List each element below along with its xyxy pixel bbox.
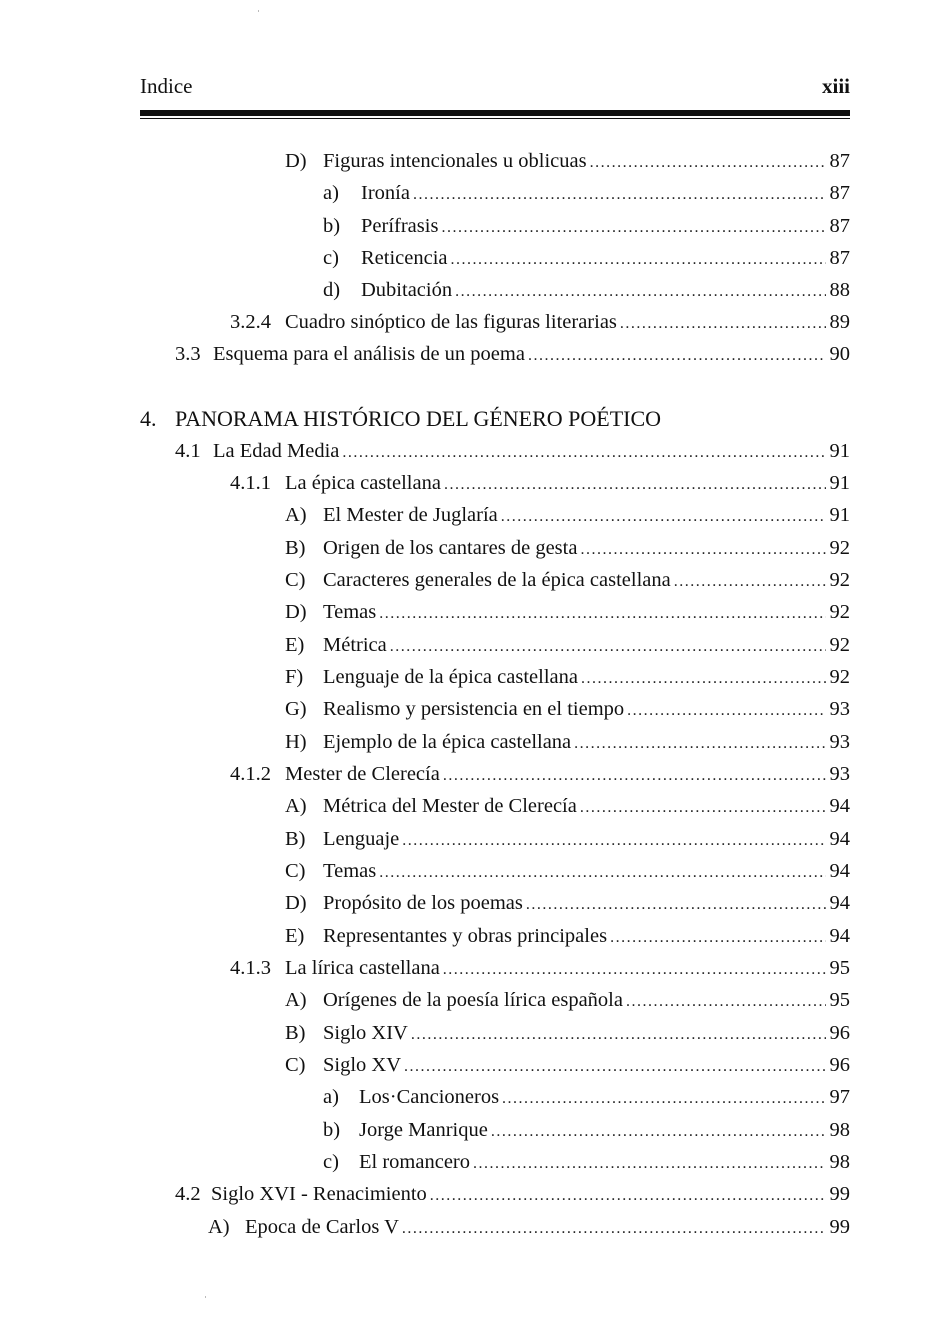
toc-entry-title: Orígenes de la poesía lírica española — [323, 989, 623, 1011]
toc-entry-title: Temas — [323, 860, 377, 882]
toc-entry-page: 97 — [829, 1086, 850, 1108]
toc-entry-page: 99 — [829, 1216, 850, 1238]
toc-entry-title: Jorge Manrique — [359, 1119, 488, 1141]
toc-entry — [285, 892, 850, 922]
toc-entry-title: Figuras intencionales u oblicuas — [323, 150, 587, 172]
toc-entry — [323, 182, 850, 212]
toc-entry-title: Siglo XV — [323, 1054, 402, 1076]
toc-entry-page: 87 — [829, 215, 850, 237]
toc-entry-number: A) — [285, 795, 307, 817]
dot-leader — [627, 702, 825, 720]
toc-entry-number: A) — [208, 1216, 230, 1238]
dot-leader — [581, 670, 826, 688]
dot-leader — [580, 541, 825, 559]
dot-leader — [379, 605, 825, 623]
toc-entry-page: 88 — [829, 279, 850, 301]
dot-leader — [528, 347, 826, 365]
toc-entry — [323, 1086, 850, 1116]
toc-entry-title: El Mester de Juglaría — [323, 504, 498, 526]
toc-entry-title: Cuadro sinóptico de las figuras literarias — [285, 311, 617, 333]
toc-entry-page: 94 — [829, 925, 850, 947]
toc-entry-title: La épica castellana — [285, 472, 441, 494]
toc-entry-number: 4.1.3 — [230, 957, 271, 979]
dot-leader — [443, 767, 826, 785]
toc-entry-page: 94 — [829, 795, 850, 817]
toc-entry-number: b) — [323, 215, 341, 237]
toc-entry-page: 90 — [829, 343, 850, 365]
dot-leader — [444, 476, 826, 494]
toc-entry-number: B) — [285, 828, 306, 850]
toc-entry — [285, 601, 850, 631]
toc-entry — [323, 1119, 850, 1149]
toc-entry-number: D) — [285, 892, 307, 914]
toc-entry-number: B) — [285, 537, 306, 559]
scan-speck — [258, 10, 259, 12]
running-title: Indice — [140, 74, 193, 98]
dot-leader — [413, 186, 826, 204]
dot-leader — [620, 315, 826, 333]
toc-entry-number: A) — [285, 504, 307, 526]
toc-entry-title: Perífrasis — [361, 215, 439, 237]
toc-entry — [285, 1054, 850, 1084]
toc-entry-number: 4.1.2 — [230, 763, 271, 785]
toc-entry-page: 94 — [829, 892, 850, 914]
toc-entry-title: Propósito de los poemas — [323, 892, 523, 914]
toc-entry — [285, 666, 850, 696]
dot-leader — [342, 444, 825, 462]
toc-entry-number: 3.3 — [175, 343, 201, 365]
toc-entry — [230, 763, 850, 793]
toc-entry-number: b) — [323, 1119, 341, 1141]
toc-entry — [323, 215, 850, 245]
toc-entry-number: c) — [323, 1151, 339, 1173]
toc-entry-page: 87 — [829, 247, 850, 269]
toc-entry — [285, 860, 850, 890]
toc-entry-number: B) — [285, 1022, 306, 1044]
toc-entry-title: La Edad Media — [213, 440, 340, 462]
toc-entry-page: 96 — [829, 1054, 850, 1076]
toc-entry-number: 4.1.1 — [230, 472, 271, 494]
toc-entry-number: C) — [285, 569, 306, 591]
toc-entry-page: 92 — [829, 569, 850, 591]
toc-entry — [285, 828, 850, 858]
toc-entry — [230, 472, 850, 502]
toc-entry — [323, 279, 850, 309]
toc-entry-number: c) — [323, 247, 339, 269]
toc-entry-number: D) — [285, 150, 307, 172]
toc-entry-page: 98 — [829, 1119, 850, 1141]
toc-entry-number: E) — [285, 634, 305, 656]
dot-leader — [441, 219, 825, 237]
toc-entry-title: Ironía — [361, 182, 410, 204]
dot-leader — [590, 154, 826, 172]
toc-entry-page: 96 — [829, 1022, 850, 1044]
dot-leader — [526, 896, 826, 914]
toc-entry-title: Siglo XIV — [323, 1022, 408, 1044]
toc-entry-page: 91 — [829, 472, 850, 494]
dot-leader — [491, 1123, 826, 1141]
dot-leader — [502, 1090, 825, 1108]
toc-entry-number: 3.2.4 — [230, 311, 271, 333]
toc-entry-number: a) — [323, 182, 339, 204]
dot-leader — [455, 283, 825, 301]
chapter-number: 4. — [140, 406, 157, 431]
toc-entry — [175, 1183, 850, 1213]
toc-entry-number: F) — [285, 666, 304, 688]
toc-entry — [285, 569, 850, 599]
toc-entry-title: Origen de los cantares de gesta — [323, 537, 578, 559]
toc-entry — [285, 731, 850, 761]
toc-entry-page: 95 — [829, 989, 850, 1011]
toc-entry — [323, 247, 850, 277]
dot-leader — [501, 508, 826, 526]
chapter-title: PANORAMA HISTÓRICO DEL GÉNERO POÉTICO — [175, 406, 662, 431]
toc-entry-title: Siglo XVI - Renacimiento — [211, 1183, 427, 1205]
toc-entry — [285, 150, 850, 180]
toc-entry-title: Reticencia — [361, 247, 448, 269]
toc-entry — [285, 989, 850, 1019]
toc-entry-number: 4.1 — [175, 440, 201, 462]
dot-leader — [402, 832, 825, 850]
toc-entry — [285, 504, 850, 534]
toc-entry-page: 87 — [829, 150, 850, 172]
toc-entry — [285, 634, 850, 664]
dot-leader — [402, 1220, 826, 1238]
toc-entry-title: Lenguaje de la épica castellana — [323, 666, 578, 688]
dot-leader — [379, 864, 825, 882]
toc-entry-page: 92 — [829, 601, 850, 623]
header-rule — [140, 110, 850, 116]
toc-entry-page: 87 — [829, 182, 850, 204]
toc-entry-page: 98 — [829, 1151, 850, 1173]
toc-entry-page: 89 — [829, 311, 850, 333]
toc-entry-title: Ejemplo de la épica castellana — [323, 731, 572, 753]
toc-entry-page: 92 — [829, 666, 850, 688]
dot-leader — [404, 1058, 825, 1076]
toc-entry — [230, 311, 850, 341]
toc-entry-title: Temas — [323, 601, 377, 623]
toc-entry-page: 94 — [829, 828, 850, 850]
toc-entry — [208, 1216, 850, 1246]
toc-entry-title: La lírica castellana — [285, 957, 440, 979]
dot-leader — [390, 638, 826, 656]
toc-entry-number: D) — [285, 601, 307, 623]
toc-entry-page: 91 — [829, 504, 850, 526]
toc-entry-number: 4.2 — [175, 1183, 201, 1205]
dot-leader — [473, 1155, 826, 1173]
dot-leader — [574, 735, 825, 753]
toc-entry-number: E) — [285, 925, 305, 947]
header-rule-thin — [140, 118, 850, 119]
scan-speck — [205, 1296, 206, 1298]
dot-leader — [610, 929, 825, 947]
toc-entry-page: 93 — [829, 731, 850, 753]
toc-entry-title: El romancero — [359, 1151, 470, 1173]
toc-entry-page: 91 — [829, 440, 850, 462]
dot-leader — [626, 993, 826, 1011]
dot-leader — [674, 573, 826, 591]
toc-entry-page: 95 — [829, 957, 850, 979]
toc-entry-page: 94 — [829, 860, 850, 882]
toc-entry — [285, 1022, 850, 1052]
toc-entry-number: C) — [285, 1054, 306, 1076]
dot-leader — [451, 251, 826, 269]
toc-entry — [285, 698, 850, 728]
toc-entry-number: a) — [323, 1086, 339, 1108]
toc-entry-title: Lenguaje — [323, 828, 400, 850]
dot-leader — [430, 1187, 826, 1205]
toc-entry-page: 92 — [829, 537, 850, 559]
toc-entry-title: Caracteres generales de la épica castellana — [323, 569, 671, 591]
toc-entry-page: 93 — [829, 698, 850, 720]
toc-entry-title: Epoca de Carlos V — [245, 1216, 399, 1238]
toc-entry-number: A) — [285, 989, 307, 1011]
toc-entry-number: G) — [285, 698, 307, 720]
toc-entry-page: 93 — [829, 763, 850, 785]
toc-entry-title: Los·Cancioneros — [359, 1086, 500, 1108]
dot-leader — [411, 1026, 826, 1044]
chapter-heading — [140, 406, 661, 432]
dot-leader — [580, 799, 826, 817]
toc-entry-title: Representantes y obras principales — [323, 925, 608, 947]
toc-entry-title: Realismo y persistencia en el tiempo — [323, 698, 625, 720]
toc-entry-number: H) — [285, 731, 307, 753]
page-number: xiii — [821, 74, 850, 98]
toc-entry — [175, 343, 850, 373]
toc-entry — [323, 1151, 850, 1181]
toc-entry-title: Métrica del Mester de Clerecía — [323, 795, 577, 817]
toc-entry-number: C) — [285, 860, 306, 882]
toc-entry — [175, 440, 850, 470]
toc-entry-title: Métrica — [323, 634, 387, 656]
toc-entry — [285, 537, 850, 567]
toc-entry-title: Mester de Clerecía — [285, 763, 440, 785]
toc-entry — [285, 795, 850, 825]
toc-entry-page: 99 — [829, 1183, 850, 1205]
toc-entry-title: Dubitación — [361, 279, 453, 301]
toc-entry — [230, 957, 850, 987]
toc-entry-title: Esquema para el análisis de un poema — [213, 343, 525, 365]
toc-entry-number: d) — [323, 279, 341, 301]
running-header — [140, 74, 850, 104]
dot-leader — [443, 961, 826, 979]
toc-entry-page: 92 — [829, 634, 850, 656]
toc-entry — [285, 925, 850, 955]
